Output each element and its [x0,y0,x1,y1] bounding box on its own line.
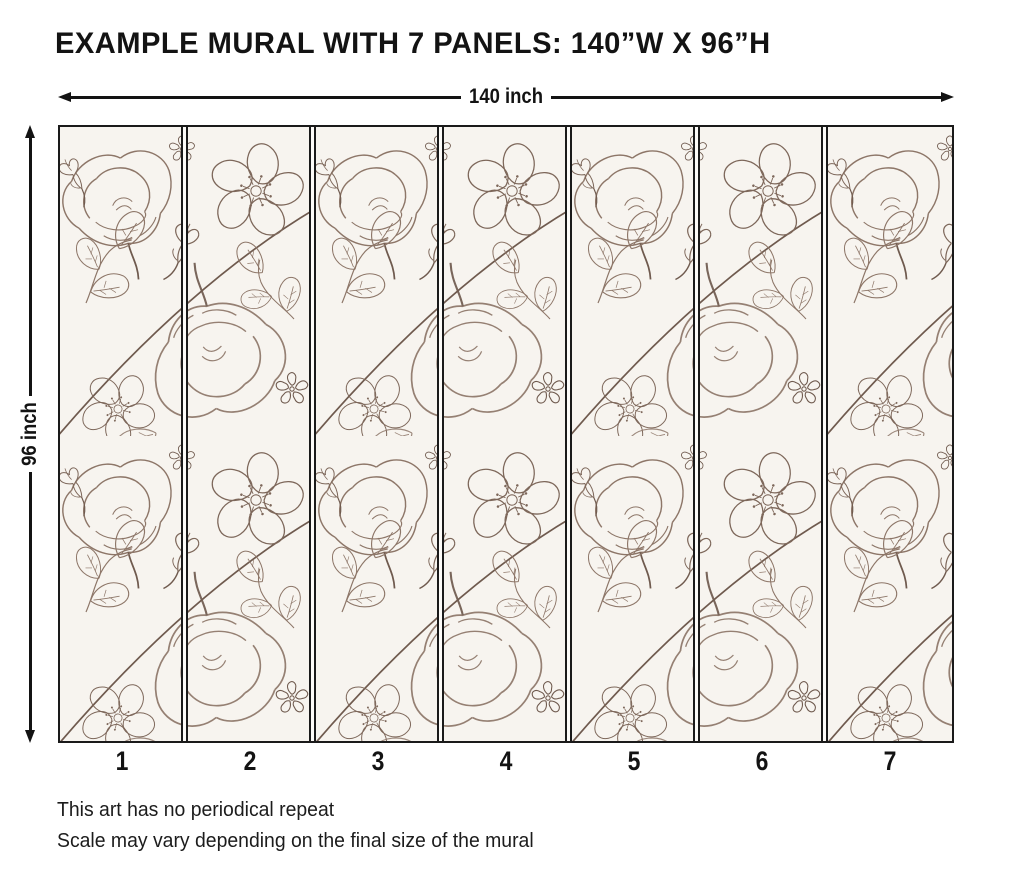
panel-number-3: 3 [371,746,385,776]
page-title: EXAMPLE MURAL WITH 7 PANELS: 140”W X 96”H [55,27,771,60]
arrowhead-up-icon [25,125,35,138]
panel-number-5: 5 [627,746,641,776]
arrowhead-down-icon [25,730,35,743]
dimension-line [29,138,32,396]
panel-divider [821,127,828,741]
panel-number-6: 6 [755,746,769,776]
mural-preview [58,125,954,743]
panel-number-2: 2 [243,746,257,776]
panel-number-1: 1 [115,746,129,776]
panel-divider [309,127,316,741]
width-dimension [58,85,954,109]
panel-number-7: 7 [883,746,897,776]
panel-divider [565,127,572,741]
panel-numbers-row [58,746,954,780]
width-dimension-label: 140 inch [469,85,543,108]
dimension-line [71,96,461,99]
height-dimension-label [20,396,40,472]
panel-divider [181,127,188,741]
dimension-line [29,472,32,730]
dimension-line [551,96,941,99]
note-line-2: Scale may vary depending on the final size of the mural [57,830,534,852]
height-dimension [20,125,40,743]
arrowhead-right-icon [941,92,954,102]
panel-divider [437,127,444,741]
height-dimension-text: 96 inch [18,402,41,466]
arrowhead-left-icon [58,92,71,102]
panel-divider [693,127,700,741]
floral-artwork [60,127,954,743]
notes [57,795,534,857]
panel-number-4: 4 [499,746,513,776]
note-line-1: This art has no periodical repeat [57,799,335,821]
